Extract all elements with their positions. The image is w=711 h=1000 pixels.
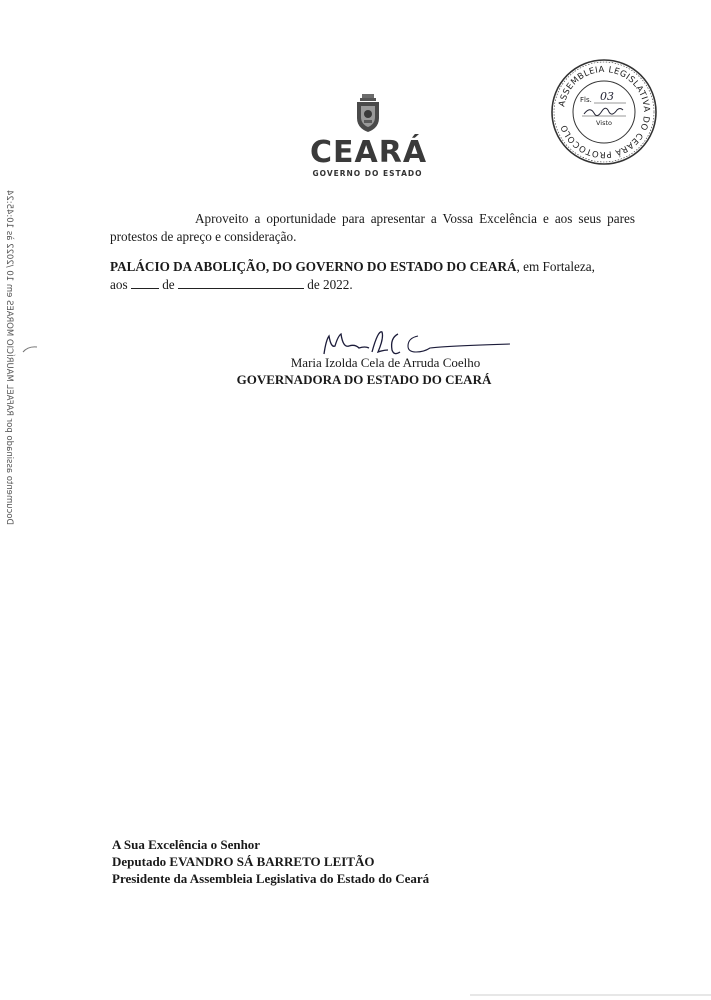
addressee-line-2: Deputado EVANDRO SÁ BARRETO LEITÃO <box>112 854 375 869</box>
logo-subtitle: GOVERNO DO ESTADO <box>312 169 423 178</box>
signer-name: Maria Izolda Cela de Arruda Coelho <box>290 355 481 370</box>
svg-text:ASSEMBLEIA LEGISLATIVA DO CEAR <box>557 65 651 159</box>
signer-role: GOVERNADORA DO ESTADO DO CEARÁ <box>236 372 492 387</box>
side-margin-text: Documento assinado por RAFAEL MAURÍCIO MORAES em 10 /2022 às 10:45:24 <box>4 189 14 525</box>
bottom-edge-line-icon <box>470 992 711 998</box>
addressee-block <box>112 836 429 887</box>
stamp-fls-value: 03 <box>600 90 614 103</box>
coat-of-arms-icon <box>352 92 384 134</box>
addressee-line-3: Presidente da Assembleia Legislativa do Estado do Ceará <box>112 871 430 886</box>
stamp-fls-label: Fls. <box>580 96 592 104</box>
closing-paragraph-text: Aproveito a oportunidade para apresentar a Vossa Excelência e aos seus pares protestos de apreço e consideração. <box>110 211 635 244</box>
stamp-seal-icon <box>550 58 658 166</box>
addressee-line-1: A Sua Excelência o Senhor <box>112 837 261 852</box>
stamp-ring-text: ASSEMBLEIA LEGISLATIVA DO CEARÁ PROTOCOLO <box>557 64 652 160</box>
day-blank <box>131 276 159 289</box>
scan-mark-icon <box>22 345 38 353</box>
ceara-logo <box>310 92 428 178</box>
logo-word: CEARÁ <box>310 135 428 170</box>
place-date-paragraph <box>110 258 635 294</box>
stamp-visto-label: Visto <box>596 119 613 127</box>
place-rest-text: , em Fortaleza, <box>516 259 595 274</box>
place-bold-text: PALÁCIO DA ABOLIÇÃO, DO GOVERNO DO ESTADO DO CEARÁ <box>110 259 517 274</box>
date-de: de <box>162 277 175 292</box>
stamp-initials-icon <box>584 108 623 115</box>
date-year: de 2022. <box>307 277 353 292</box>
protocol-stamp <box>550 58 658 166</box>
date-aos: aos <box>110 277 128 292</box>
closing-paragraph <box>110 210 635 246</box>
month-blank <box>178 276 304 289</box>
